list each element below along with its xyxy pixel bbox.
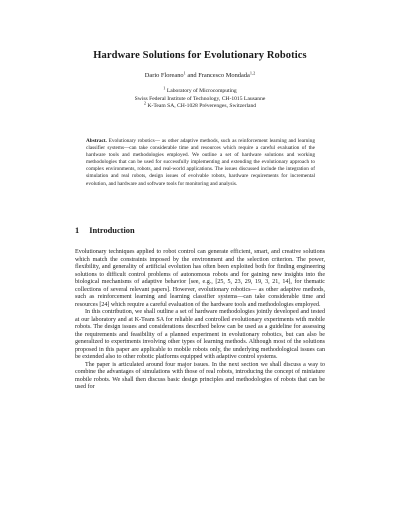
affiliations [40, 85, 360, 111]
affiliation-line: Swiss Federal Institute of Technology, CH-1015 Lausanne [134, 95, 266, 102]
author-affiliation-marker: 1,2 [249, 70, 256, 76]
body-paragraph: In this contribution, we shall outline a set of hardware methodologies jointly developed and tested at our laboratory and at K-Team SA for reliable and controlled evolutionary experiments with mobile robots. The design issues and considerations described below can be used as a guideline for assessing the requirements and feasibility of a planned experiment in evolutionary robotics, but can also be generalized to experiments involving other types of learning methods. Although most of the solutions proposed in this paper are applicable to mobile robots only, the underlying methodological issues can be extended also to other robotic platforms equipped with adaptive control systems. [75, 309, 325, 360]
author-name: Dario Floreano [144, 72, 184, 79]
section-body [75, 249, 325, 392]
section-heading [75, 226, 135, 235]
abstract-label: Abstract. [86, 138, 107, 144]
affiliation-marker: 2 [143, 100, 147, 106]
section-number: 1 [75, 226, 80, 235]
section-title: Introduction [89, 226, 135, 235]
affiliation-text: Laboratory of Microcomputing [166, 88, 237, 94]
author-name: Francesco Mondada [198, 72, 250, 79]
affiliation-text: K-Team SA, CH-1028 Préverenges, Switzerland [147, 103, 257, 110]
abstract-text: Evolutionary robotics— as other adaptive methods, such as reinforcement learning and learning classifier systems—can take considerable time and resources which require a careful evaluation of the hardware tools and methodologies employed. We outline a set of hardware solutions and working methodologies that can be used for successfully implementing and extending the evolutionary approach to complex environments, robots, and real-world applications. The issues discussed include the integration of simulation and real robots, design issues of evolvable robots, hardware requirements for incremental evolution, and hardware and software tools for monitoring and analysis. [86, 138, 316, 187]
affiliation-line [40, 100, 360, 111]
author-affiliation-marker: 1 [183, 70, 186, 76]
affiliation-line [40, 85, 360, 96]
author-line [40, 72, 360, 79]
abstract [86, 138, 315, 188]
author-joiner: and [185, 72, 199, 79]
paper-title: Hardware Solutions for Evolutionary Robotics [93, 50, 307, 61]
body-paragraph: Evolutionary techniques applied to robot control can generate efficient, smart, and creative solutions which match the constraints imposed by the environment and the selection criterion. The power, flexibility, and generality of artificial evolution has often been exploited both for finding engineering solutions to difficult control problems of autonomous robots and for gaining new insights into the biological mechanisms of adaptive behavior [see, e.g., [25, 5, 23, 29, 19, 3, 21, 14], for thematic collections of several relevant papers]. However, evolutionary robotics— as other adaptive methods, such as reinforcement learning and learning classifier systems—can take considerable time and resources [24] which require a careful evaluation of the hardware tools and methodologies employed. [75, 249, 325, 308]
affiliation-marker: 1 [163, 85, 166, 91]
body-paragraph: The paper is articulated around four major issues. In the next section we shall discuss a way to combine the advantages of simulations with those of real robots, introducing the concept of miniature mobile robots. We shall then discuss basic design principles and methodologies of robots that can be used for [75, 361, 325, 390]
